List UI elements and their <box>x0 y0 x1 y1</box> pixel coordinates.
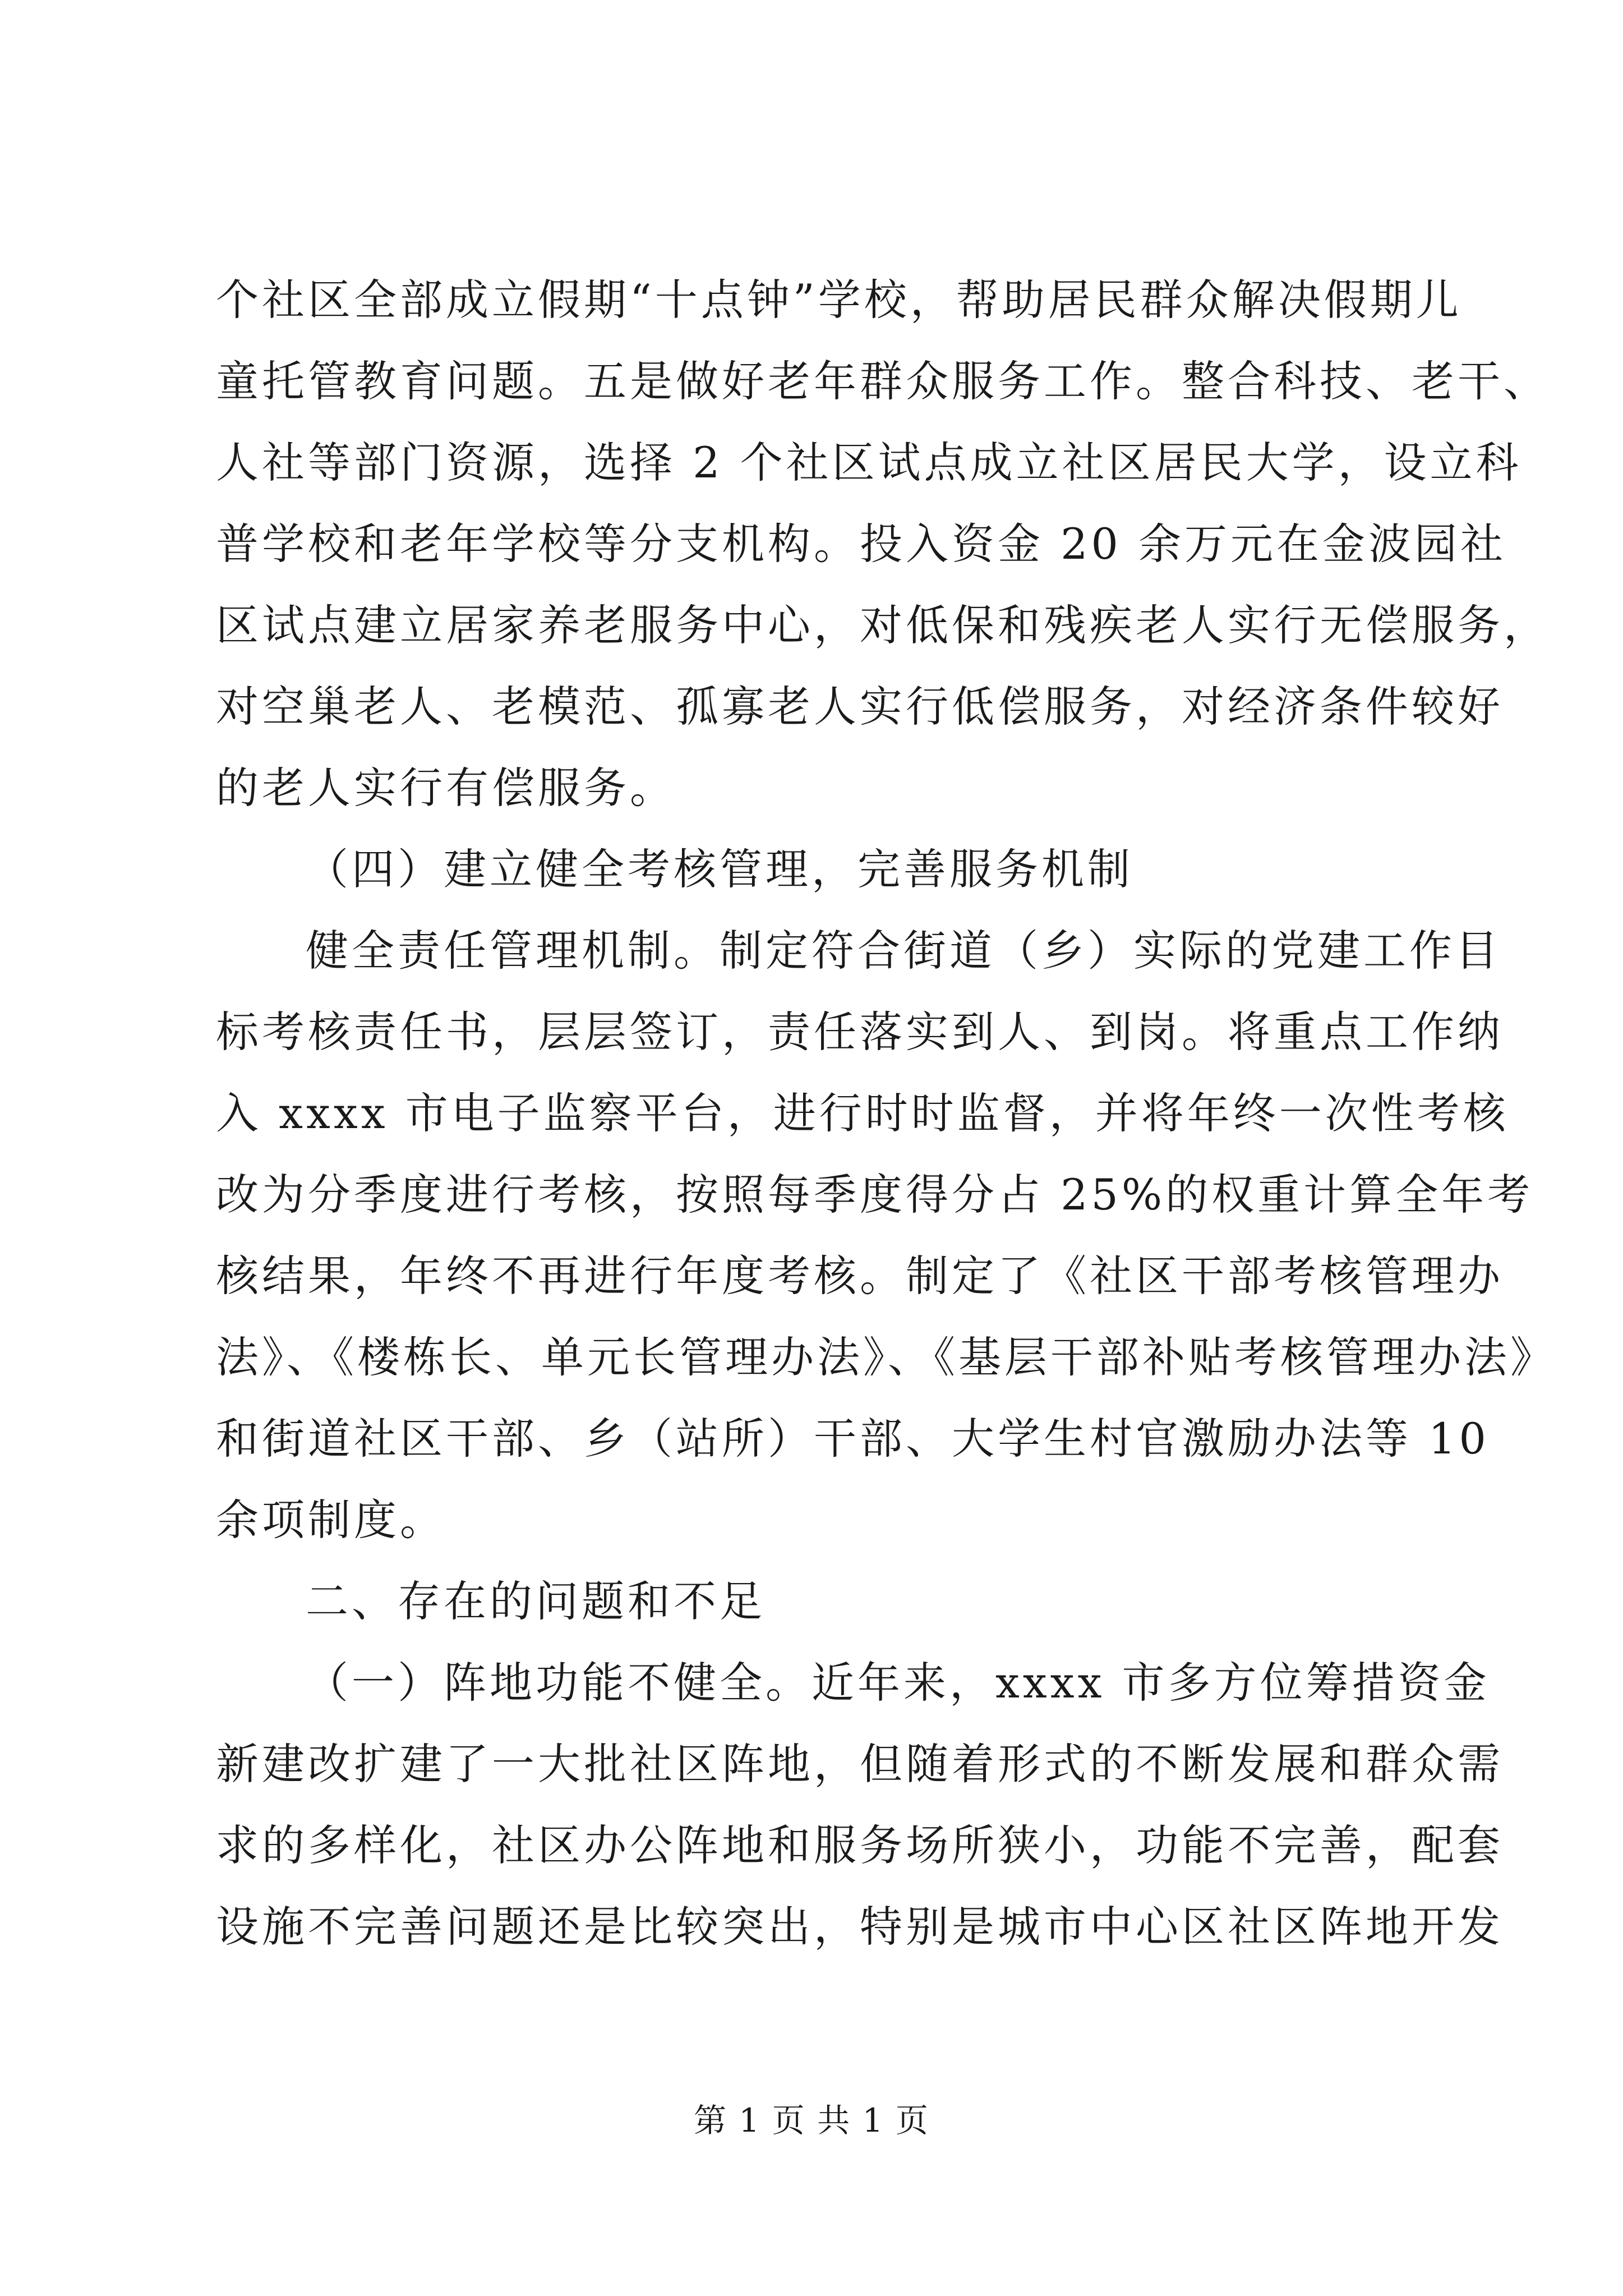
paragraph-line: 法》、《楼栋长、单元长管理办法》、《基层干部补贴考核管理办法》 <box>216 1332 1556 1382</box>
paragraph-line: 区试点建立居家养老服务中心，对低保和残疾老人实行无偿服务， <box>216 600 1550 650</box>
paragraph-line: 余项制度。 <box>216 1495 446 1545</box>
paragraph-line: 改为分季度进行考核，按照每季度得分占 25%的权重计算全年考 <box>216 1170 1534 1220</box>
section-heading: （四）建立健全考核管理，完善服务机制 <box>306 844 1133 894</box>
paragraph-line: （一）阵地功能不健全。近年来，xxxx 市多方位筹措资金 <box>306 1658 1490 1708</box>
paragraph-line: 求的多样化，社区办公阵地和服务场所狭小，功能不完善，配套 <box>216 1820 1504 1870</box>
paragraph-line: 健全责任管理机制。制定符合街道（乡）实际的党建工作目 <box>306 926 1501 976</box>
paragraph-line: 对空巢老人、老模范、孤寡老人实行低偿服务，对经济条件较好 <box>216 682 1504 731</box>
page-number-footer: 第 1 页 共 1 页 <box>694 2101 929 2139</box>
paragraph-line: 普学校和老年学校等分支机构。投入资金 20 余万元在金波园社 <box>216 519 1507 569</box>
paragraph-line: 的老人实行有偿服务。 <box>216 763 676 813</box>
paragraph-line: 个社区全部成立假期“十点钟”学校，帮助居民群众解决假期儿 <box>216 275 1462 325</box>
paragraph-line: 新建改扩建了一大批社区阵地，但随着形式的不断发展和群众需 <box>216 1739 1504 1789</box>
paragraph-line: 童托管教育问题。五是做好老年群众服务工作。整合科技、老干、 <box>216 356 1550 406</box>
paragraph-line: 入 xxxx 市电子监察平台，进行时时监督，并将年终一次性考核 <box>216 1088 1509 1138</box>
paragraph-line: 和街道社区干部、乡（站所）干部、大学生村官激励办法等 10 <box>216 1414 1490 1464</box>
section-heading: 二、存在的问题和不足 <box>306 1576 766 1626</box>
paragraph-line: 人社等部门资源，选择 2 个社区试点成立社区居民大学，设立科 <box>216 438 1522 487</box>
paragraph-line: 标考核责任书，层层签订，责任落实到人、到岗。将重点工作纳 <box>216 1007 1504 1057</box>
paragraph-line: 设施不完善问题还是比较突出，特别是城市中心区社区阵地开发 <box>216 1902 1504 1952</box>
paragraph-line: 核结果，年终不再进行年度考核。制定了《社区干部考核管理办 <box>216 1251 1504 1301</box>
